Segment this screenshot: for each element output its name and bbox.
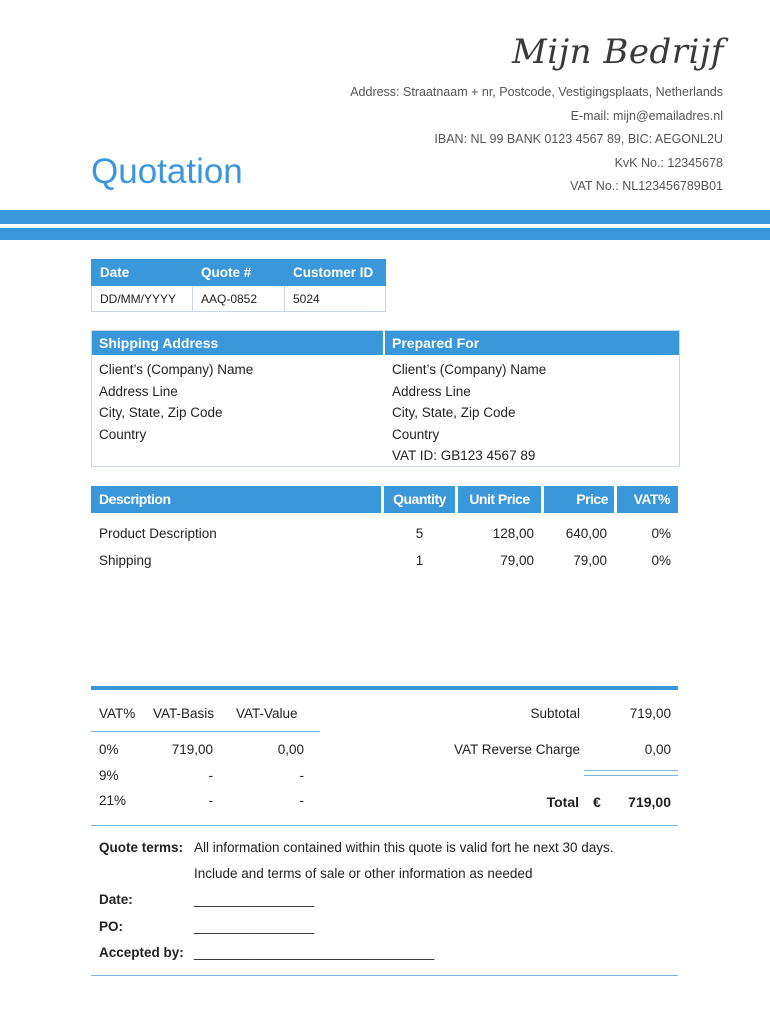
vat-header-basis: VAT-Basis <box>153 706 215 721</box>
prepared-line: VAT ID: GB123 4567 89 <box>392 448 536 463</box>
shipping-address-block <box>92 331 385 466</box>
date-label: Date: <box>99 892 133 907</box>
po-blank: ________________ <box>194 919 315 934</box>
col-quantity-header: Quantity <box>384 486 455 513</box>
shipping-line: Address Line <box>99 383 178 399</box>
company-iban: IBAN: NL 99 BANK 0123 4567 89, BIC: AEGONL2U <box>434 132 723 146</box>
vat-rate: 9% <box>99 768 119 783</box>
item-quantity: 1 <box>415 553 424 568</box>
address-section <box>91 330 680 467</box>
company-kvk: KvK No.: 12345678 <box>614 156 723 170</box>
vat-value: 0,00 <box>277 742 304 757</box>
accepted-by-label: Accepted by: <box>99 945 184 960</box>
item-quantity: 5 <box>415 526 424 541</box>
prepared-line: City, State, Zip Code <box>392 405 516 420</box>
item-vat: 0% <box>651 526 671 541</box>
company-logo-name: Mijn Bedrijf <box>511 32 724 72</box>
meta-header-date: Date <box>92 260 193 286</box>
shipping-address-header: Shipping Address <box>92 331 383 355</box>
col-description-header: Description <box>91 486 381 513</box>
summary-divider <box>91 686 678 690</box>
reverse-charge-value: 0,00 <box>644 742 671 757</box>
meta-quote-value: AAQ-0852 <box>193 286 285 312</box>
prepared-line: Country <box>392 426 440 442</box>
col-vat-header: VAT% <box>617 486 678 513</box>
shipping-line: City, State, Zip Code <box>99 405 223 420</box>
col-price-header: Price <box>544 486 614 513</box>
header-band <box>0 210 770 224</box>
meta-date-value: DD/MM/YYYY <box>92 286 193 312</box>
footer-divider <box>91 975 678 976</box>
prepared-for-block <box>385 331 679 466</box>
page-title: Quotation <box>91 152 243 191</box>
vat-basis: - <box>208 793 213 808</box>
subtotal-label: Subtotal <box>530 706 580 721</box>
accepted-by-blank: ________________________________ <box>194 945 435 960</box>
quote-terms-label: Quote terms: <box>99 840 184 855</box>
item-unit-price: 128,00 <box>492 526 534 541</box>
vat-rate: 21% <box>99 793 127 808</box>
vat-header-value: VAT-Value <box>236 706 298 721</box>
vat-rate: 0% <box>99 742 119 757</box>
meta-header-customer: Customer ID <box>285 260 386 286</box>
meta-header-quote: Quote # <box>193 260 285 286</box>
prepared-line: Client’s (Company) Name <box>392 362 547 377</box>
item-unit-price: 79,00 <box>500 553 534 568</box>
company-email: E-mail: mijn@emailadres.nl <box>570 109 723 123</box>
vat-basis: - <box>208 768 213 783</box>
quote-terms-line-1: All information contained within this quote is valid fort he next 30 days. <box>194 840 614 855</box>
col-unit-price-header: Unit Price <box>458 486 541 513</box>
date-blank: ________________ <box>194 892 315 907</box>
terms-top-divider <box>91 825 678 826</box>
shipping-line: Country <box>99 426 147 442</box>
vat-header-rate: VAT% <box>99 706 136 721</box>
vat-value: - <box>299 768 304 783</box>
company-vat: VAT No.: NL123456789B01 <box>570 179 723 193</box>
meta-customer-value: 5024 <box>285 286 386 312</box>
total-label: Total <box>546 794 579 810</box>
item-vat: 0% <box>651 553 671 568</box>
quote-terms-line-2: Include and terms of sale or other information as needed <box>194 866 533 881</box>
shipping-line: Client’s (Company) Name <box>99 362 254 377</box>
item-price: 79,00 <box>573 553 607 568</box>
currency-symbol: € <box>593 794 601 810</box>
total-double-line-bottom <box>584 775 678 776</box>
vat-header-divider <box>91 731 320 732</box>
total-double-line-top <box>584 770 678 771</box>
item-description: Shipping <box>99 553 152 568</box>
total-value: 719,00 <box>628 794 671 810</box>
prepared-for-header: Prepared For <box>385 331 679 355</box>
reverse-charge-label: VAT Reverse Charge <box>453 742 580 757</box>
item-price: 640,00 <box>565 526 607 541</box>
vat-value: - <box>299 793 304 808</box>
quote-meta-table <box>91 259 386 312</box>
items-table-header <box>91 486 678 513</box>
item-description: Product Description <box>99 526 217 541</box>
header-band-secondary <box>0 228 770 240</box>
po-label: PO: <box>99 919 124 934</box>
vat-basis: 719,00 <box>171 742 213 757</box>
subtotal-value: 719,00 <box>629 706 671 721</box>
prepared-line: Address Line <box>392 383 471 399</box>
company-address: Address: Straatnaam + nr, Postcode, Vestigingsplaats, Netherlands <box>350 85 723 99</box>
